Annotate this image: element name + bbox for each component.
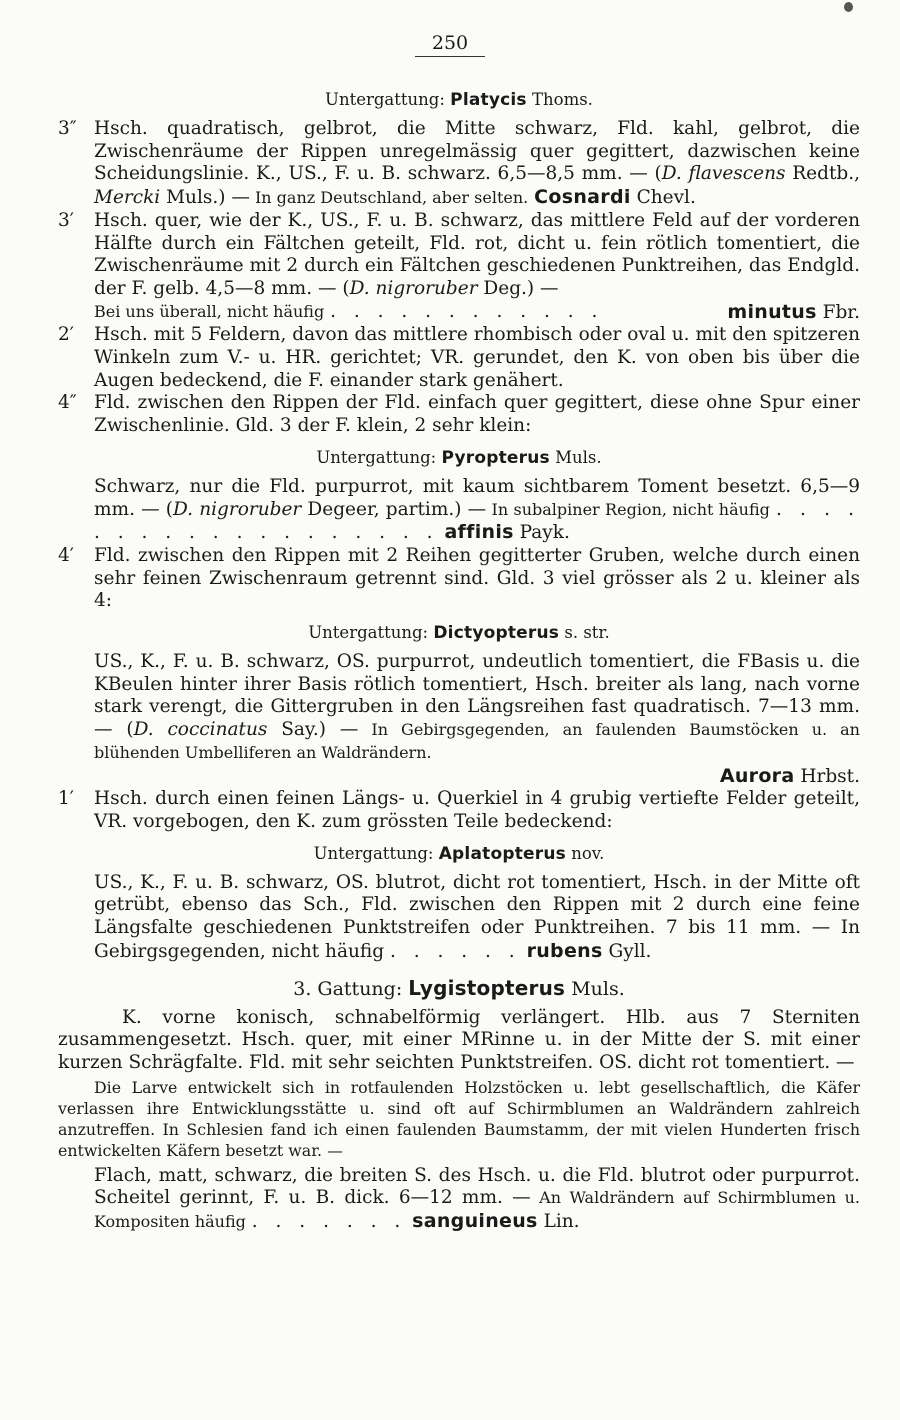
- entry-text-end: Deg.) —: [477, 277, 559, 299]
- key-entry-4-double: [58, 392, 860, 437]
- synonym: D. coccinatus: [133, 719, 268, 741]
- heading-prefix: Untergattung:: [308, 623, 429, 643]
- leader-dots: . . . . . . . . . . . .: [330, 300, 604, 322]
- key-number: 4′: [58, 544, 74, 566]
- entry-text: Fld. zwischen den Rippen mit 2 Reihen gegitterter Gruben, welche durch einen sehr feinen Zwischenraum getrennt sind. Gld. 3 viel grösser als 2 u. kleiner als 4:: [94, 544, 860, 612]
- synonym: D. nigroruber: [173, 498, 302, 520]
- larva-note: [58, 1077, 860, 1161]
- synonym: Mercki: [94, 187, 161, 209]
- species-author: Payk.: [519, 522, 570, 544]
- species-description-affinis: [58, 476, 860, 545]
- synonym: D. flavescens: [661, 163, 786, 185]
- key-entry-4-single: [58, 545, 860, 613]
- species-name: sanguineus: [412, 1210, 538, 1233]
- entry-text-mid: Redtb.,: [785, 163, 860, 185]
- heading-prefix: Untergattung:: [316, 447, 437, 467]
- key-number: 3″: [58, 118, 77, 139]
- key-number: 3′: [58, 209, 74, 231]
- entry-text: US., K., F. u. B. schwarz, OS. blutrot, dicht rot tomentiert, Hsch. in der Mitte oft getrübt, ebenso das Sch., Fld. zwischen den Rippen mit 2 durch eine feine Längsfalte geschiedenen Punktstreifen oder Punktreihen. 7 bis 11 mm. — In Gebirgsgegenden, nicht häufig: [94, 871, 860, 962]
- subgenus-heading-platycis: [58, 88, 860, 112]
- species-name: Cosnardi: [534, 186, 631, 209]
- heading-author: nov.: [571, 843, 605, 863]
- page-number: 250: [415, 32, 485, 57]
- species-author: Fbr.: [822, 301, 860, 323]
- key-number: 4″: [58, 392, 77, 414]
- species-description-sanguineus: [58, 1165, 860, 1234]
- genus-heading-lygistopterus: [58, 976, 860, 1001]
- habitat-note: Bei uns überall, nicht häufig: [94, 301, 325, 321]
- habitat-note: In Gebirgsgegenden, an faulenden Baumstöcken u. an blühenden Umbelliferen an Waldrändern.: [94, 720, 860, 762]
- species-author: Hrbst.: [800, 765, 860, 787]
- habitat-note: In ganz Deutschland, aber selten.: [249, 188, 529, 208]
- species-author: Gyll.: [608, 940, 652, 962]
- entry-text: Schwarz, nur die Fld. purpurrot, mit kaum sichtbarem Toment besetzt. 6,5—9 mm. — (: [94, 475, 860, 520]
- entry-text-end: Muls.) —: [160, 187, 250, 209]
- ink-spot: [844, 2, 853, 12]
- key-number: 2′: [58, 324, 74, 346]
- heading-prefix: Untergattung:: [313, 843, 434, 863]
- species-description-rubens: [58, 872, 860, 964]
- text-column: [58, 80, 860, 1234]
- entry-text-end: Say.) —: [267, 719, 359, 741]
- leader-dots: . . . . . . . . . . . . . . . . . . .: [94, 498, 861, 544]
- entry-text: K. vorne konisch, schnabelförmig verlängert. Hlb. aus 7 Sterniten zusammengesetzt. Hsch. quer, mit einer MRinne u. in der Mitte der S. mit einer kurzen Schrägfalte. Fld. mit sehr seichten Punktstreifen. OS. dicht rot tomentiert. —: [58, 1006, 860, 1073]
- entry-text-end: Degeer, partim.) —: [301, 498, 487, 520]
- species-author: Chevl.: [636, 187, 696, 209]
- entry-text: US., K., F. u. B. schwarz, OS. purpurrot, undeutlich tomentiert, die FBasis u. die KBeulen hinter ihrer Basis rötlich tomentiert, Hsch. breiter als lang, nach vorne stark verengt, die Gittergruben in den Längsreihen fast quadratisch. 7—13 mm. — (: [94, 651, 860, 741]
- heading-author: Muls.: [571, 977, 625, 1000]
- synonym: D. nigroruber: [349, 277, 478, 299]
- species-description-aurora: [58, 651, 860, 765]
- genus-description: [58, 1007, 860, 1075]
- heading-name: Platycis: [450, 90, 527, 110]
- entry-text: Hsch. quadratisch, gelbrot, die Mitte schwarz, Fld. kahl, gelbrot, die Zwischenräume der Rippen unregelmässig quer gegittert, dazwischen keine Scheidungslinie. K., US., F. u. B. schwarz. 6,5—8,5 mm. — (: [94, 118, 860, 185]
- key-entry-3-double: [58, 118, 860, 210]
- key-entry-3-single: [58, 210, 860, 325]
- species-name: Aurora: [719, 764, 795, 787]
- habitat-note: In subalpiner Region, nicht häufig: [486, 499, 770, 519]
- heading-name: Pyropterus: [441, 447, 550, 468]
- heading-author: Thoms.: [532, 90, 593, 109]
- habitat-note: An Waldrändern auf Schirmblumen u. Kompositen häufig: [94, 1188, 861, 1232]
- entry-text: Hsch. mit 5 Feldern, davon das mittlere rhombisch oder oval u. mit den spitzeren Winkeln zum V.- u. HR. gerichtet; VR. gerundet, den K. von oben bis über die Augen bedeckend, die F. einander stark genähert.: [94, 324, 860, 391]
- heading-prefix: Untergattung:: [325, 90, 445, 109]
- leader-dots: . . . . . .: [389, 940, 521, 962]
- species-name: rubens: [526, 939, 603, 962]
- species-name: minutus: [727, 300, 817, 323]
- entry-text: Flach, matt, schwarz, die breiten S. des Hsch. u. die Fld. blutrot oder purpurrot. Scheitel gerinnt, F. u. B. dick. 6—12 mm. —: [94, 1164, 860, 1209]
- heading-name: Aplatopterus: [438, 843, 566, 864]
- entry-text: Hsch. quer, wie der K., US., F. u. B. schwarz, das mittlere Feld auf der vorderen Hälfte durch ein Fältchen geteilt, Fld. rot, dicht u. fein rötlich tomentiert, die Zwischenräume mit 2 durch ein Fältchen geschiedenen Punktreihen, das Endgld. der F. gelb. 4,5—8 mm. — (: [94, 209, 860, 299]
- species-name: affinis: [444, 521, 514, 544]
- entry-text: Hsch. durch einen feinen Längs- u. Querkiel in 4 grubig vertiefte Felder geteilt, VR. vorgebogen, den K. zum grössten Teile bedeckend:: [94, 788, 860, 832]
- key-entry-2-single: [58, 324, 860, 392]
- heading-author: Muls.: [555, 447, 602, 467]
- heading-name: Lygistopterus: [408, 975, 566, 1000]
- key-number: 1′: [58, 788, 74, 810]
- heading-prefix: 3. Gattung:: [293, 977, 403, 1000]
- species-line-aurora: [58, 765, 860, 789]
- entry-text: Fld. zwischen den Rippen der Fld. einfach quer gegittert, diese ohne Spur einer Zwischenlinie. Gld. 3 der F. klein, 2 sehr klein:: [94, 392, 860, 437]
- subgenus-heading-aplatopterus: [58, 842, 860, 866]
- note-text: Die Larve entwickelt sich in rotfaulenden Holzstöcken u. lebt gesellschaftlich, die Käfer verlassen ihre Entwicklungsstätte u. sind oft auf Schirmblumen an Waldrändern zahlreich anzutreffen. In Schlesien fand ich einen faulenden Baumstamm, der mit vielen Hunderten frisch entwickelten Käfern besetzt war. —: [58, 1077, 860, 1160]
- leader-dots: . . . . . . .: [251, 1211, 407, 1233]
- subgenus-heading-pyropterus: [58, 446, 860, 470]
- heading-name: Dictyopterus: [433, 623, 560, 644]
- key-entry-1-single: [58, 788, 860, 833]
- species-author: Lin.: [543, 1211, 580, 1233]
- heading-author: s. str.: [564, 623, 610, 643]
- subgenus-heading-dictyopterus: [58, 621, 860, 645]
